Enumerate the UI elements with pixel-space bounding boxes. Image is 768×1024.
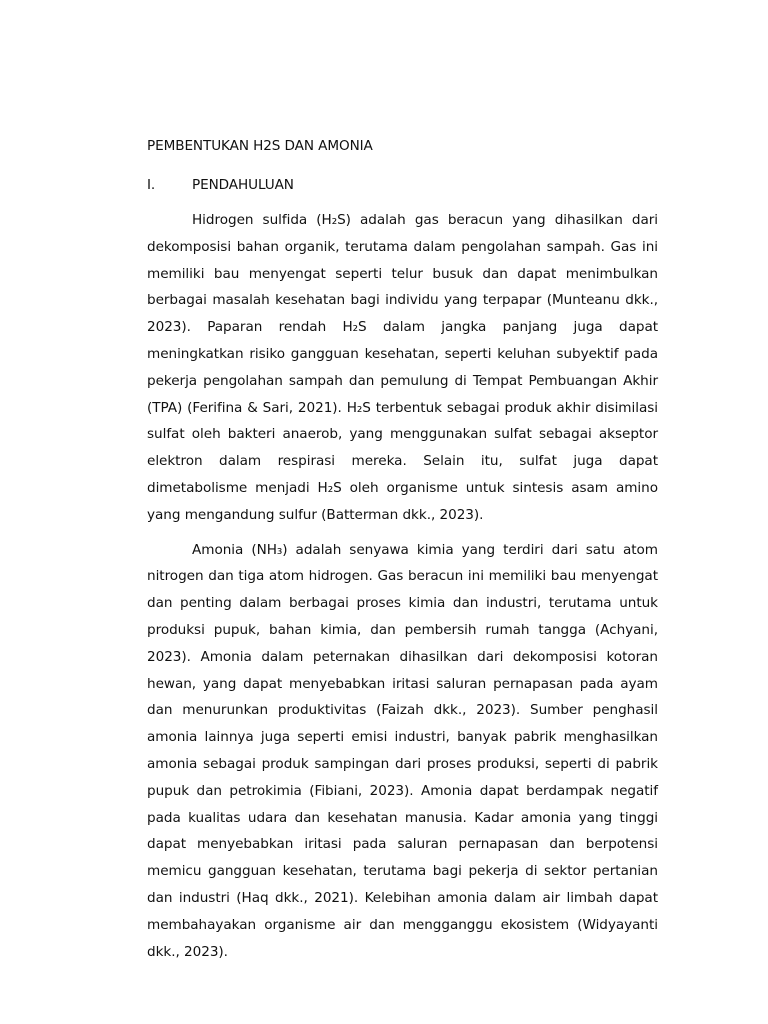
document-body [147,136,658,965]
section-heading [147,175,658,195]
document-title: PEMBENTUKAN H2S DAN AMONIA [147,138,373,154]
paragraph-amonia: Amonia (NH₃) adalah senyawa kimia yang terdiri dari satu atom nitrogen dan tiga atom hidrogen. Gas beracun ini memiliki bau menyengat dan penting dalam berbagai proses kimia dan industri, terutama untuk produksi pupuk, bahan kimia, dan pembersih rumah tangga (Achyani, 2023). Amonia dalam peternakan dihasilkan dari dekomposisi kotoran hewan, yang dapat menyebabkan iritasi saluran pernapasan pada ayam dan menurunkan produktivitas (Faizah dkk., 2023). Sumber penghasil amonia lainnya juga seperti emisi industri, banyak pabrik menghasilkan amonia sebagai produk sampingan dari proses produksi, seperti di pabrik pupuk dan petrokimia (Fibiani, 2023). Amonia dapat berdampak negatif pada kualitas udara dan kesehatan manusia. Kadar amonia yang tinggi dapat menyebabkan iritasi pada saluran pernapasan dan berpotensi memicu gangguan kesehatan, terutama bagi pekerja di sektor pertanian dan industri (Haq dkk., 2021). Kelebihan amonia dalam air limbah dapat membahayakan organisme air dan mengganggu ekosistem (Widyayanti dkk., 2023). [147,541,658,960]
section-title: PENDAHULUAN [192,177,294,193]
section-number: I. [147,177,156,193]
paragraph-hidrogen-sulfida: Hidrogen sulfida (H₂S) adalah gas beracun yang dihasilkan dari dekomposisi bahan organik, terutama dalam pengolahan sampah. Gas ini memiliki bau menyengat seperti telur busuk dan dapat menimbulkan berbagai masalah kesehatan bagi individu yang terpapar (Munteanu dkk., 2023). Paparan rendah H₂S dalam jangka panjang juga dapat meningkatkan risiko gangguan kesehatan, seperti keluhan subyektif pada pekerja pengolahan sampah dan pemulung di Tempat Pembuangan Akhir (TPA) (Ferifina & Sari, 2021). H₂S terbentuk sebagai produk akhir disimilasi sulfat oleh bakteri anaerob, yang menggunakan sulfat sebagai akseptor elektron dalam respirasi mereka. Selain itu, sulfat juga dapat dimetabolisme menjadi H₂S oleh organisme untuk sintesis asam amino yang mengandung sulfur (Batterman dkk., 2023). [147,212,658,523]
